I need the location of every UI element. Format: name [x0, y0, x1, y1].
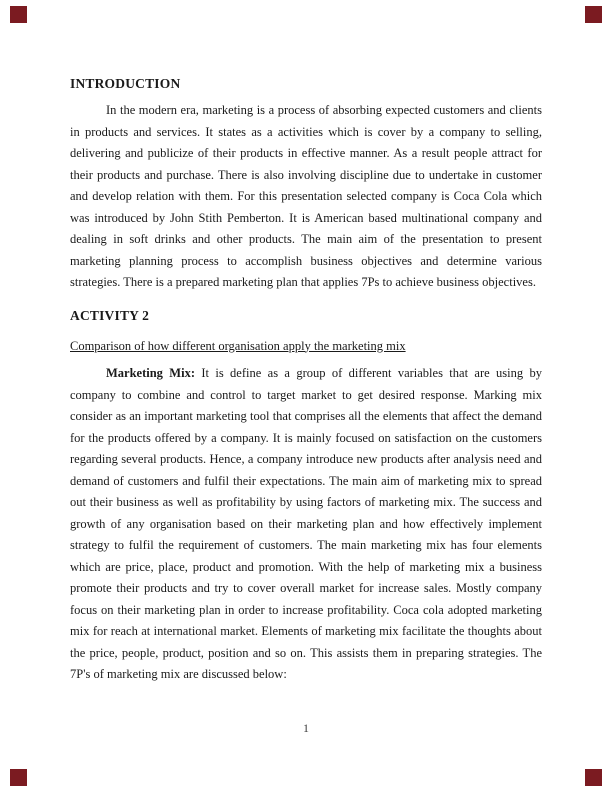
- introduction-paragraph: In the modern era, marketing is a process of absorbing expected customers and clients in products and services. It states as a activities which is cover by a company to selling, delivering and publicize of their products in effective manner. As a result people attract for their products and purchase. There is also involving discipline due to undertake in customer and develop relation with them. For this presentation selected company is Coca Cola which was introduced by John Stith Pemberton. It is American based multinational company and dealing in soft drinks and other products. The main aim of the presentation to present marketing planning process to accomplish business objectives and determine various strategies. There is a prepared marketing plan that applies 7Ps to achieve business objectives.: [70, 103, 542, 289]
- corner-marker-top-right: [585, 6, 602, 23]
- document-body: [70, 76, 542, 686]
- corner-marker-top-left: [10, 6, 27, 23]
- marketing-mix-body: It is define as a group of different variables that are using by company to combine and control to target market to get desired response. Marking mix consider as an important marketing tool that comprises all the elements that affect the demand for the products offered by a company. It is mainly focused on satisfaction on the customers regarding several products. Hence, a company introduce new products after analysis need and demand of customers and fulfil their expectations. The main aim of marketing mix to spread out their business as well as profitability by using factors of marketing mix. The success and growth of any organisation based on their marketing plan and how effectively implement strategy to fulfil the requirement of customers. The main marketing mix has four elements which are price, place, product and promotion. With the help of marketing mix a business promote their products and try to cover overall market for increase sales. Mostly company focus on their marketing plan in order to increase profitability. Coca cola adopted marketing mix for reach at international market. Elements of marketing mix facilitate the thoughts about the price, people, product, position and so on. This assists them in preparing strategies. The 7P's of marketing mix are discussed below:: [70, 366, 542, 681]
- marketing-mix-paragraph: [70, 363, 542, 686]
- marketing-mix-lead: Marketing Mix:: [106, 366, 195, 380]
- corner-marker-bottom-left: [10, 769, 27, 786]
- page-number: 1: [303, 721, 309, 735]
- introduction-heading: INTRODUCTION: [70, 76, 181, 91]
- activity2-subheading: Comparison of how different organisation apply the marketing mix: [70, 338, 406, 353]
- corner-marker-bottom-right: [585, 769, 602, 786]
- activity2-heading: ACTIVITY 2: [70, 307, 150, 323]
